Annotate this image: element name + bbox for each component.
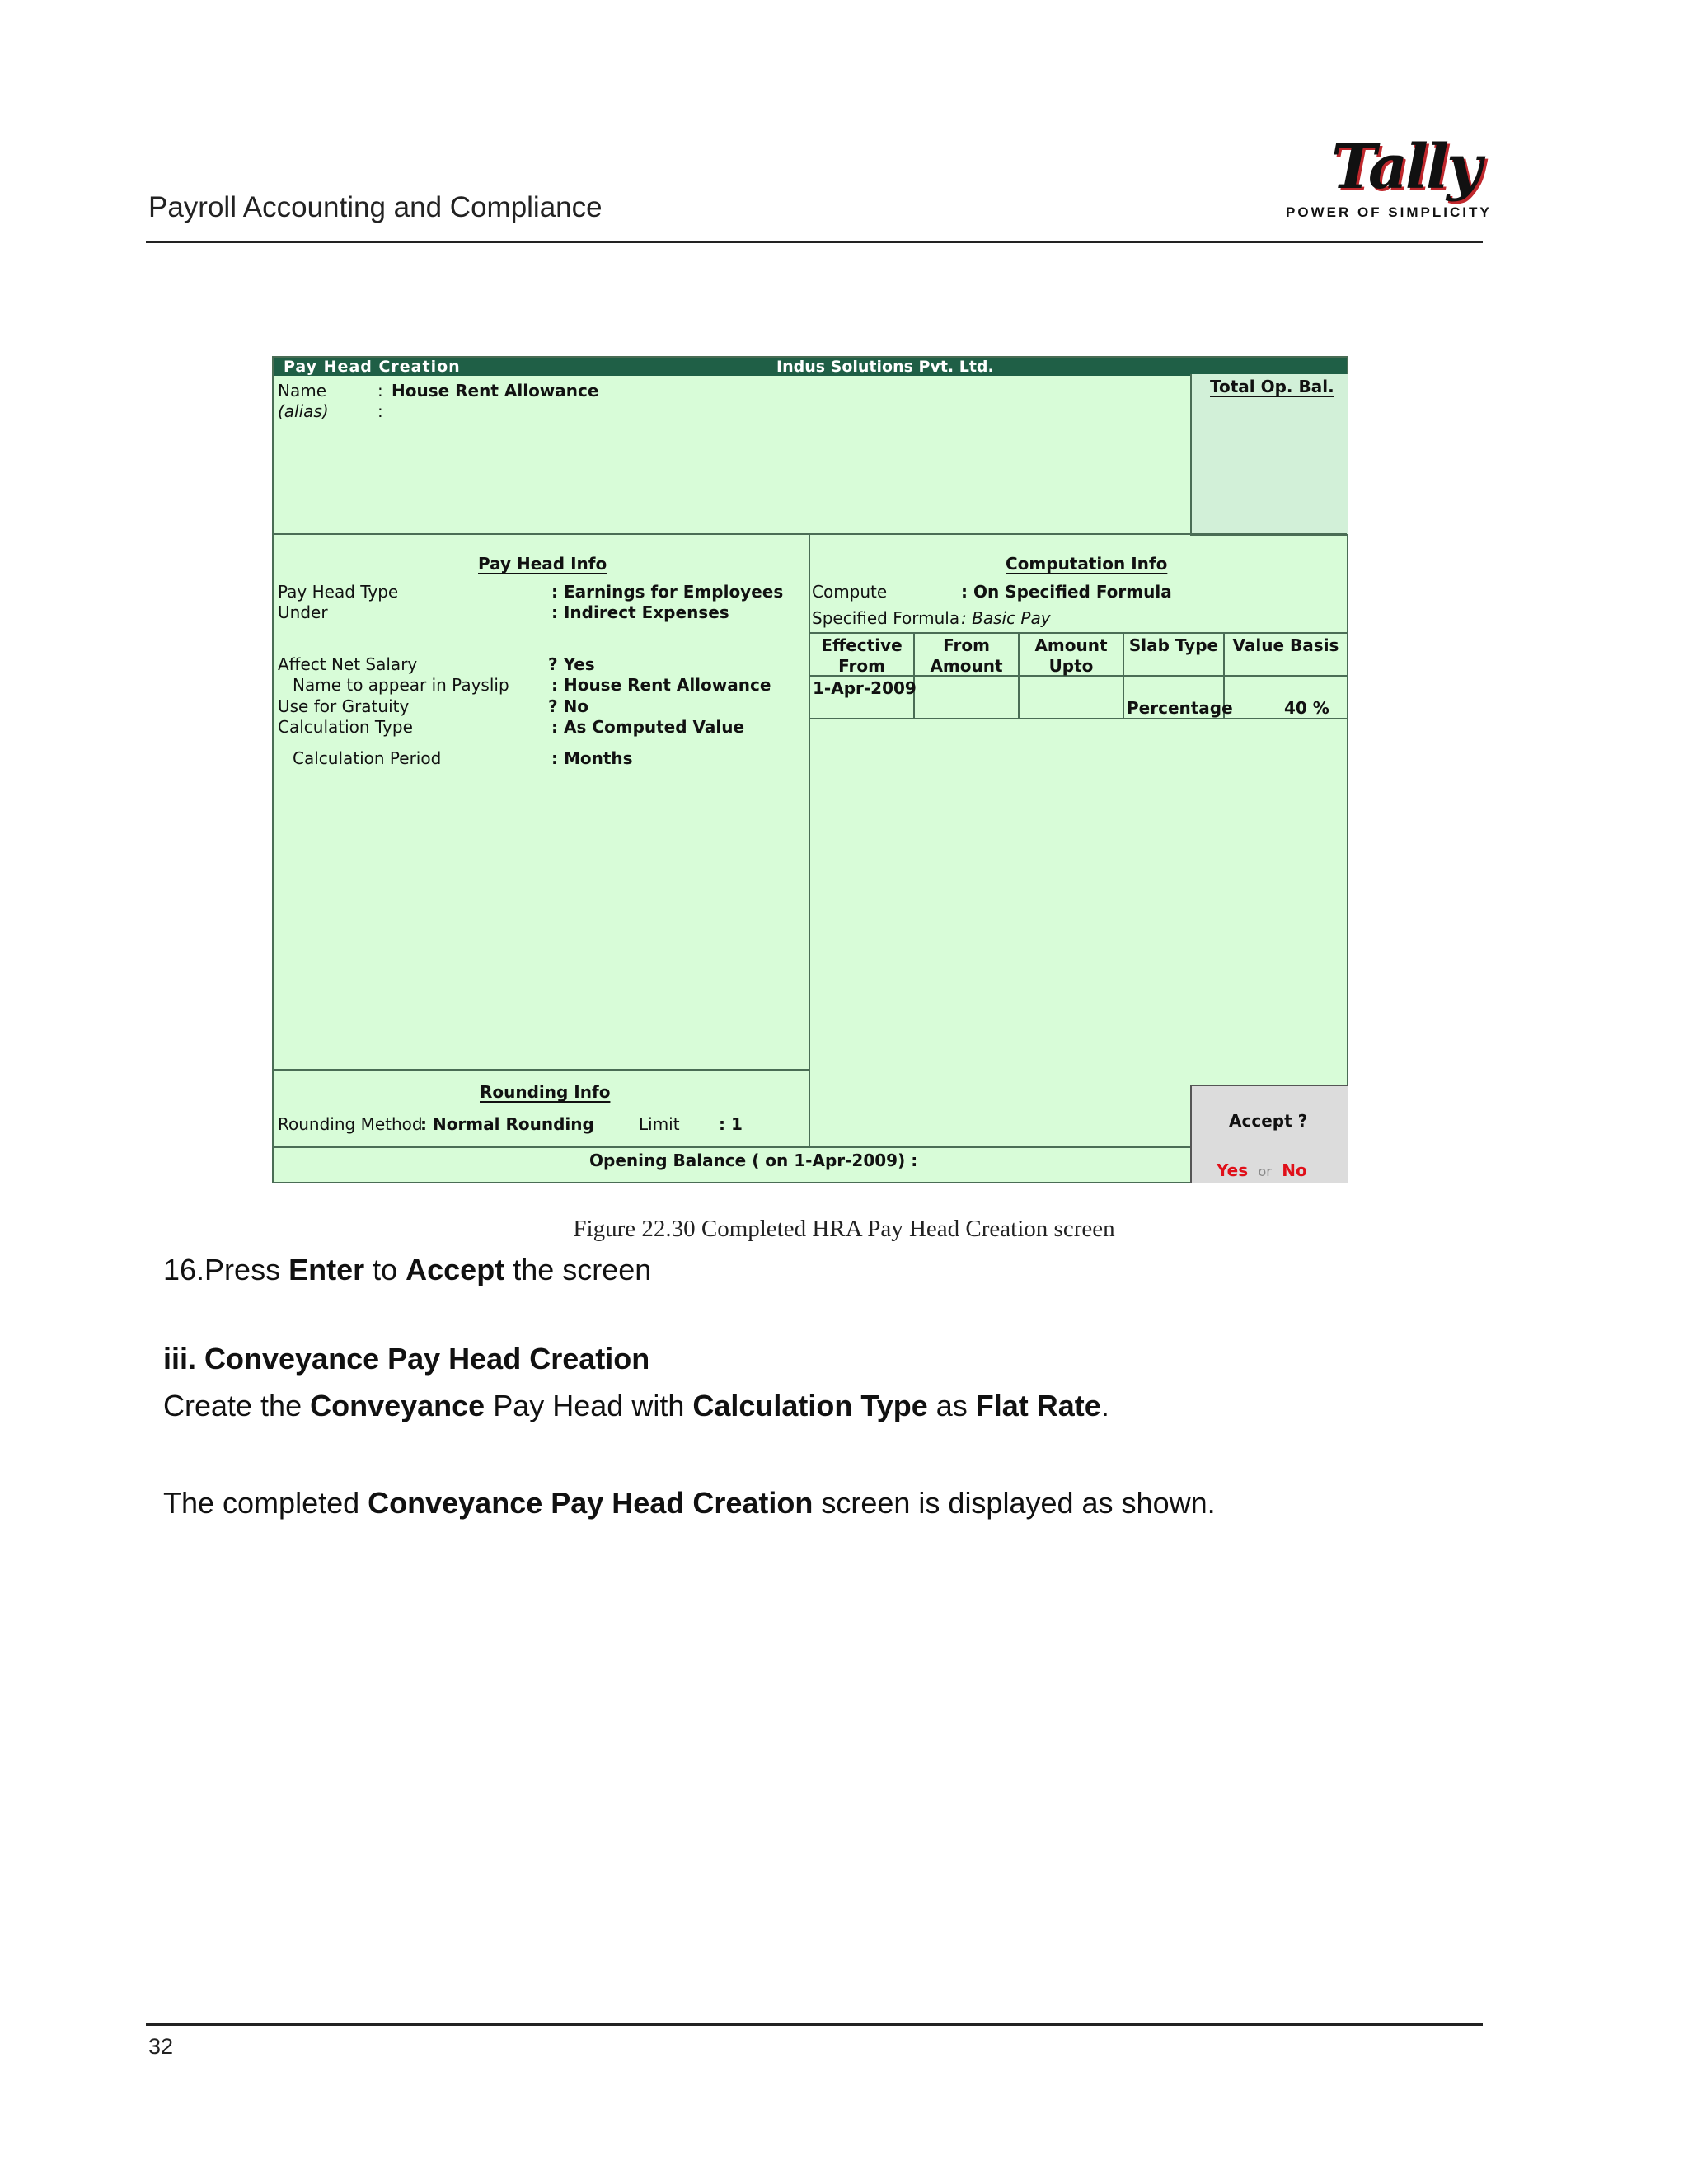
col-value-basis	[1225, 635, 1347, 656]
calculation-period-field[interactable]: : Months	[551, 748, 633, 768]
calculation-period-label: Calculation Period	[293, 748, 442, 768]
limit-label: Limit	[639, 1114, 680, 1134]
alias-colon: :	[377, 401, 383, 421]
calculation-type-field[interactable]: : As Computed Value	[551, 717, 745, 737]
rounding-info-heading: Rounding Info	[480, 1082, 611, 1102]
col-from-amount-line2: Amount	[930, 656, 1003, 676]
section-heading: iii. Conveyance Pay Head Creation	[163, 1342, 650, 1376]
specified-formula-label: Specified Formula	[812, 608, 960, 628]
cell-effective-from[interactable]: 1-Apr-2009	[813, 678, 917, 698]
divider-opening-balance	[274, 1146, 1192, 1148]
divider-middle	[809, 533, 810, 1147]
affect-net-salary-field[interactable]: ? Yes	[548, 654, 595, 674]
name-label: Name	[278, 381, 327, 401]
payslip-name-field[interactable]: : House Rent Allowance	[551, 675, 771, 695]
accept-or: or	[1258, 1164, 1272, 1179]
step-16-text	[163, 1253, 651, 1287]
create-t1: Create the	[163, 1389, 311, 1422]
completed-t1: The completed	[163, 1486, 368, 1520]
slab-table-bottom	[810, 718, 1347, 719]
specified-formula-field[interactable]: : Basic Pay	[961, 608, 1051, 628]
figure-caption: Figure 22.30 Completed HRA Pay Head Creation screen	[573, 1216, 1115, 1242]
under-label: Under	[278, 602, 328, 622]
pay-head-creation-screen	[272, 356, 1348, 1183]
logo-tagline: POWER OF SIMPLICITY	[1286, 204, 1492, 220]
page-header-title: Payroll Accounting and Compliance	[148, 191, 603, 223]
divider-top	[274, 533, 1347, 535]
step-16-prefix: 16.Press	[163, 1253, 289, 1286]
create-t2: Pay Head with	[485, 1389, 693, 1422]
total-op-bal-label: Total Op. Bal.	[1210, 377, 1334, 396]
limit-field[interactable]: : 1	[719, 1114, 743, 1134]
col-effective-from-line2: From	[838, 656, 885, 676]
step-16-mid: to	[364, 1253, 406, 1286]
opening-balance: Opening Balance ( on 1-Apr-2009) :	[589, 1151, 918, 1170]
col-from-amount	[915, 635, 1018, 677]
create-t3: as	[927, 1389, 976, 1422]
col-from-amount-line1: From	[943, 635, 990, 655]
rounding-method-field[interactable]: : Normal Rounding	[420, 1114, 594, 1134]
completed-screen-text	[163, 1486, 1216, 1521]
calculation-type-label: Calculation Type	[278, 717, 413, 737]
compute-label: Compute	[812, 582, 888, 602]
computation-info-heading: Computation Info	[1006, 554, 1168, 574]
footer-rule	[146, 2023, 1483, 2026]
title-bar	[274, 358, 1347, 376]
screen-title: Pay Head Creation	[284, 358, 461, 376]
create-b2: Calculation Type	[692, 1389, 928, 1422]
cell-value-basis[interactable]: 40 %	[1284, 698, 1329, 718]
completed-b1: Conveyance Pay Head Creation	[368, 1486, 814, 1520]
payslip-name-label: Name to appear in Payslip	[293, 675, 509, 695]
col-amount-upto-line2: Upto	[1048, 656, 1094, 676]
accept-choices	[1217, 1160, 1307, 1180]
divider-rounding	[274, 1069, 810, 1071]
col-slab-type	[1124, 635, 1223, 656]
step-16-suffix: the screen	[504, 1253, 652, 1286]
col-effective-from	[810, 635, 913, 677]
alias-label: (alias)	[278, 401, 329, 421]
accept-yes-button[interactable]: Yes	[1217, 1160, 1249, 1180]
compute-field[interactable]: : On Specified Formula	[961, 582, 1172, 602]
step-16-accept: Accept	[406, 1253, 505, 1286]
create-t4: .	[1100, 1389, 1109, 1422]
company-name: Indus Solutions Pvt. Ltd.	[776, 358, 994, 376]
logo-text: Tally	[1331, 132, 1480, 203]
affect-net-salary-label: Affect Net Salary	[278, 654, 418, 674]
page-number: 32	[148, 2034, 174, 2059]
accept-question: Accept ?	[1229, 1111, 1308, 1131]
pay-head-type-field[interactable]: : Earnings for Employees	[551, 582, 784, 602]
accept-dialog	[1190, 1085, 1348, 1183]
create-b3: Flat Rate	[975, 1389, 1101, 1422]
pay-head-info-heading: Pay Head Info	[478, 554, 607, 574]
col-effective-from-line1: Effective	[821, 635, 903, 655]
create-instruction	[163, 1389, 1109, 1423]
col-value-basis-line1: Value Basis	[1232, 635, 1339, 655]
use-for-gratuity-field[interactable]: ? No	[548, 696, 589, 716]
name-colon: :	[377, 381, 383, 401]
name-field[interactable]: House Rent Allowance	[392, 381, 599, 401]
col-amount-upto	[1020, 635, 1123, 677]
step-16-enter: Enter	[288, 1253, 365, 1286]
pay-head-type-label: Pay Head Type	[278, 582, 399, 602]
col-amount-upto-line1: Amount	[1034, 635, 1108, 655]
completed-t2: screen is displayed as shown.	[813, 1486, 1216, 1520]
col-slab-type-line1: Slab Type	[1128, 635, 1219, 655]
slab-table-top	[810, 632, 1347, 634]
under-field[interactable]: : Indirect Expenses	[551, 602, 729, 622]
cell-slab-type[interactable]: Percentage	[1127, 698, 1233, 718]
create-b1: Conveyance	[310, 1389, 485, 1422]
tally-logo	[1286, 132, 1492, 231]
total-op-bal-panel	[1190, 374, 1348, 536]
rounding-method-label: Rounding Method	[278, 1114, 423, 1134]
use-for-gratuity-label: Use for Gratuity	[278, 696, 410, 716]
header-rule	[146, 241, 1483, 243]
accept-no-button[interactable]: No	[1282, 1160, 1307, 1180]
